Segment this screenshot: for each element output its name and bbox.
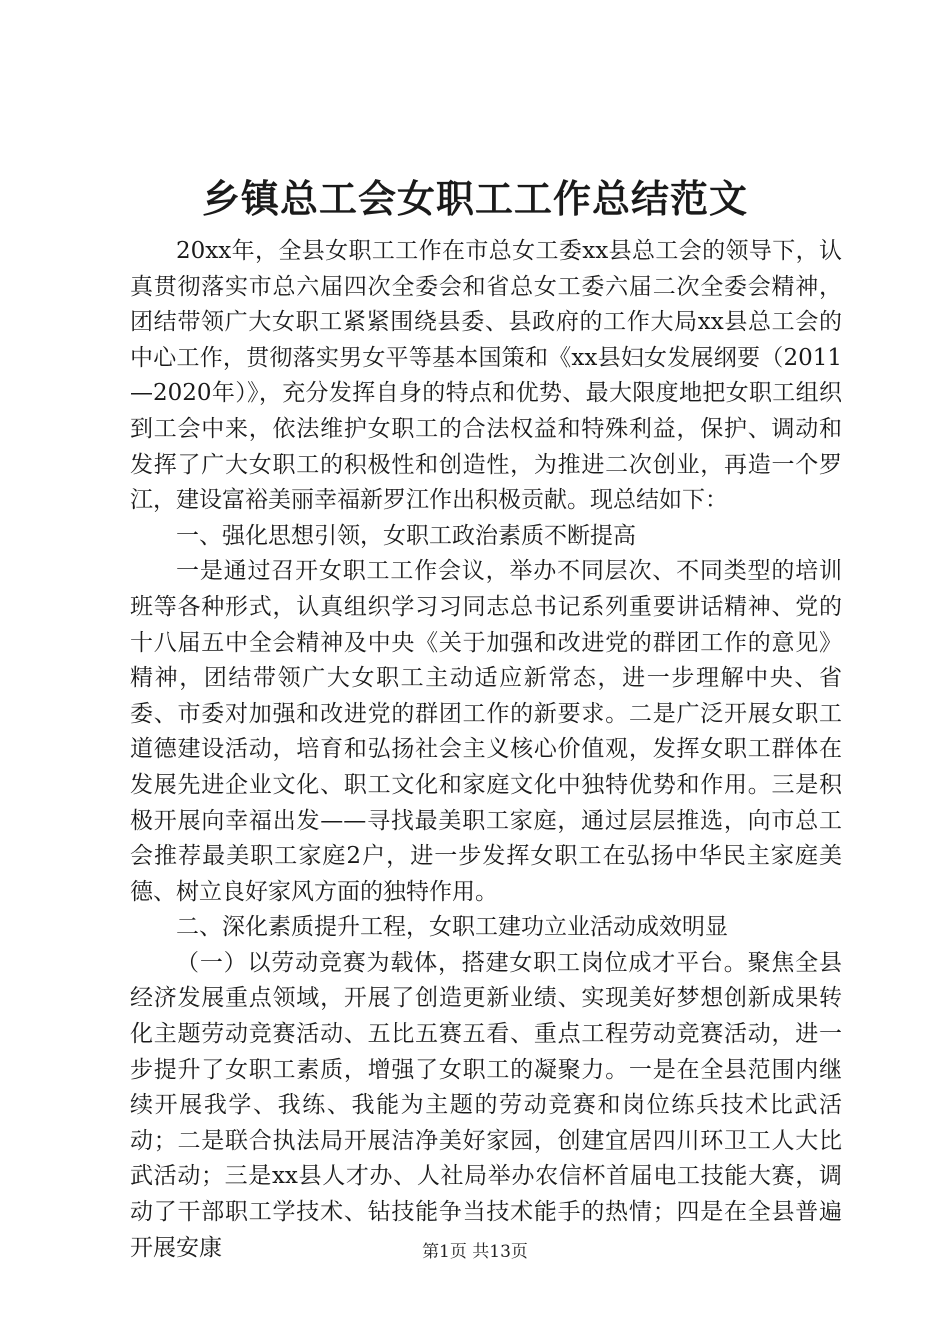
- section-heading-1: 一、强化思想引领，女职工政治素质不断提高: [176, 522, 636, 549]
- section-2-paragraph: （一）以劳动竞赛为载体，搭建女职工岗位成才平台。聚焦全县经济发展重点领域，开展了创造更新业绩、实现美好梦想创新成果转化主题劳动竞赛活动、五比五赛五看、重点工程劳动竞赛活动，进一步提升了女职工素质，增强了女职工的凝聚力。一是在全县范围内继续开展我学、我练、我能为主题的劳动竞赛和岗位练兵技术比武活动；二是联合执法局开展洁净美好家园，创建宜居四川环卫工人大比武活动；三是xx县人才办、人社局举办农信杯首届电工技能大赛，调动了干部职工学技术、钻技能争当技术能手的热情；四是在全县普遍开展安康: [130, 949, 842, 1261]
- document-title: 乡镇总工会女职工工作总结范文: [201, 176, 748, 221]
- section-heading-2: 二、深化素质提升工程，女职工建功立业活动成效明显: [176, 914, 728, 941]
- intro-paragraph: 20xx年，全县女职工工作在市总女工委xx县总工会的领导下，认真贯彻落实市总六届四次全委会和省总女工委六届二次全委会精神，团结带领广大女职工紧紧围绕县委、县政府的工作大局xx县总工会的中心工作，贯彻落实男女平等基本国策和《xx县妇女发展纲要（2011—2020年）》，充分发挥自身的特点和优势、最大限度地把女职工组织到工会中来，依法维护女职工的合法权益和特殊利益，保护、调动和发挥了广大女职工的积极性和创造性，为推进二次创业，再造一个罗江，建设富裕美丽幸福新罗江作出积极贡献。现总结如下：: [130, 238, 842, 514]
- page-number-footer: 第1页 共13页: [422, 1242, 528, 1262]
- section-1-paragraph: 一是通过召开女职工工作会议，举办不同层次、不同类型的培训班等各种形式，认真组织学习习同志总书记系列重要讲话精神、党的十八届五中全会精神及中央《关于加强和改进党的群团工作的意见》精神，团结带领广大女职工主动适应新常态，进一步理解中央、省委、市委对加强和改进党的群团工作的新要求。二是广泛开展女职工道德建设活动，培育和弘扬社会主义核心价值观，发挥女职工群体在发展先进企业文化、职工文化和家庭文化中独特优势和作用。三是积极开展向幸福出发——寻找最美职工家庭，通过层层推选，向市总工会推荐最美职工家庭2户，进一步发挥女职工在弘扬中华民主家庭美德、树立良好家风方面的独特作用。: [130, 558, 842, 905]
- document-body: [130, 234, 842, 1266]
